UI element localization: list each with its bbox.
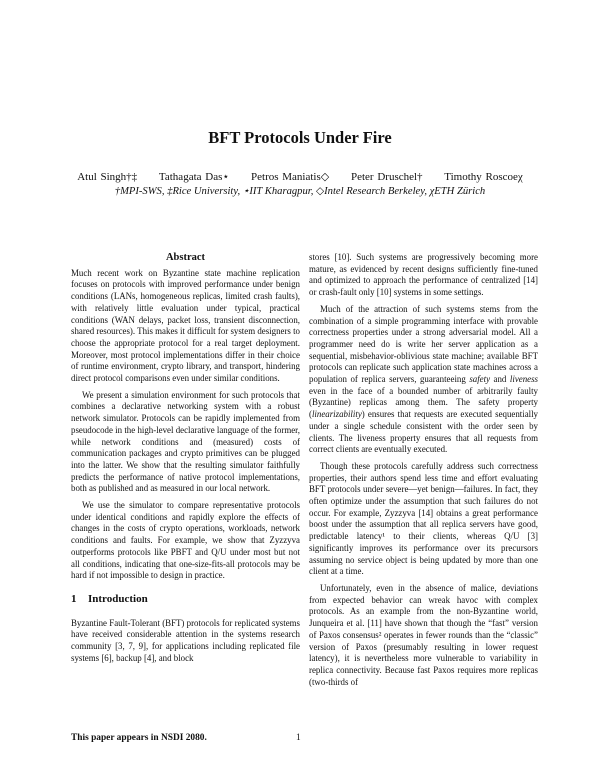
text-run: even in the face of a bounded number of arbitrarily faulty (Byzantine) replicas among them. The safety property (	[309, 385, 538, 420]
author-name: Peter Druschel†	[350, 171, 423, 183]
abstract-paragraph: We present a simulation environment for such protocols that combines a declarative networking system with a robust network simulator. Protocols can be rapidly implemented from pseudocode in the high-level declarative language of the former, while network conditions and (measured) costs of communication packages and crypto primitives can be plugged into the latter. We show that the resulting simulator faithfully predicts the performance of native protocol implementations, both as published and as measured in our local network.	[71, 389, 300, 494]
body-paragraph: Unfortunately, even in the absence of malice, deviations from expected behavior can wreak havoc with complex protocols. As an example from the non-Byzantine world, Junqueira et al. [11] have shown that though the “fast” version of Paxos consensus² operates in fewer rounds than the “classic” version of Paxos (presumably resulting in lower request latency), it is nevertheless more vulnerable to variability in replica connectivity. Because fast Paxos requires more replicas (two-thirds of	[309, 582, 538, 687]
text-run: and	[490, 374, 510, 385]
author-name: Timothy Roscoeχ	[444, 171, 523, 183]
emphasis-linearizability: linearizability	[311, 409, 362, 420]
section-title: Introduction	[88, 592, 148, 605]
body-paragraph: Though these protocols carefully address such correctness properties, their authors spend less time and effort evaluating BFT protocols under severe—yet benign—failures. In fact, they often optimize under the assumption that such failures do not occur. For example, Zyzzyva [14] obtains a great performance boost under the assumption that all replica servers have good, predictable latency¹ to their clients, whereas Q/U [3] significantly improves its performance over its precursors assuming no service object is being updated by more than one client at a time.	[309, 460, 538, 577]
author-name: Atul Singh†‡	[77, 171, 138, 183]
body-paragraph: stores [10]. Such systems are progressively becoming more mature, as evidenced by recent designs sufficiently fine-tuned and optimized to approach the performance of centralized [14] or crash-fault only [10] systems in some settings.	[309, 252, 538, 298]
text-run: Much of the attraction of such systems stems from the combination of a simple programming interface with provable correctness properties under a strong adversarial model. All a programmer need do is write her server application as a sequential, misbehavior-oblivious state machine; available BFT protocols can replicate such application state machines across a population of replica servers, guaranteeing	[309, 303, 538, 385]
abstract-paragraph: Much recent work on Byzantine state machine replication focuses on protocols with improved performance under benign conditions (LANs, homogeneous replicas, limited crash faults), with relatively little evaluation under typical, practical conditions (WAN delays, packet loss, transient disconnection, shared resources). This makes it difficult for system designers to choose the appropriate protocol for a real target deployment. Moreover, most protocol implementations differ in their choice of runtime environment, crypto library, and transport, hindering direct protocol comparisons even under similar conditions.	[71, 267, 300, 384]
body-paragraph	[309, 304, 538, 456]
affiliations: †MPI-SWS, ‡Rice University, ⋆IIT Kharagpur, ◇Intel Research Berkeley, χETH Zürich	[114, 186, 486, 197]
abstract-heading: Abstract	[165, 252, 206, 263]
body-paragraph: Byzantine Fault-Tolerant (BFT) protocols for replicated systems have received considerable attention in the systems research community [3, 7, 9], for applications including replicated file systems [6], backup [4], and block	[71, 617, 300, 663]
left-column	[71, 252, 300, 670]
section-heading	[71, 594, 300, 606]
abstract-paragraph: We use the simulator to compare representative protocols under identical conditions and rapidly explore the effects of changes in the costs of crypto operations, workloads, network conditions and faults. For example, we show that Zyzzyva outperforms protocols like PBFT and Q/U under most but not all conditions, indicating that one-size-fits-all protocols may be hard if not impossible to design in practice.	[71, 500, 300, 581]
text-run: ) ensures that requests are executed sequentially under a single schedule consistent with the order seen by clients. The liveness property ensures that all requests from correct clients are eventually executed.	[309, 409, 538, 455]
emphasis-safety: safety	[469, 374, 491, 385]
author-list	[60, 170, 540, 183]
page-number: 1	[296, 733, 301, 743]
author-name: Petros Maniatis◇	[251, 171, 330, 183]
paper-title: BFT Protocols Under Fire	[208, 128, 392, 147]
emphasis-liveness: liveness	[509, 374, 538, 385]
author-name: Tathagata Das⋆	[158, 171, 230, 183]
publication-note: This paper appears in NSDI 2080.	[71, 733, 207, 743]
right-column	[309, 252, 538, 693]
section-number: 1	[71, 592, 77, 605]
